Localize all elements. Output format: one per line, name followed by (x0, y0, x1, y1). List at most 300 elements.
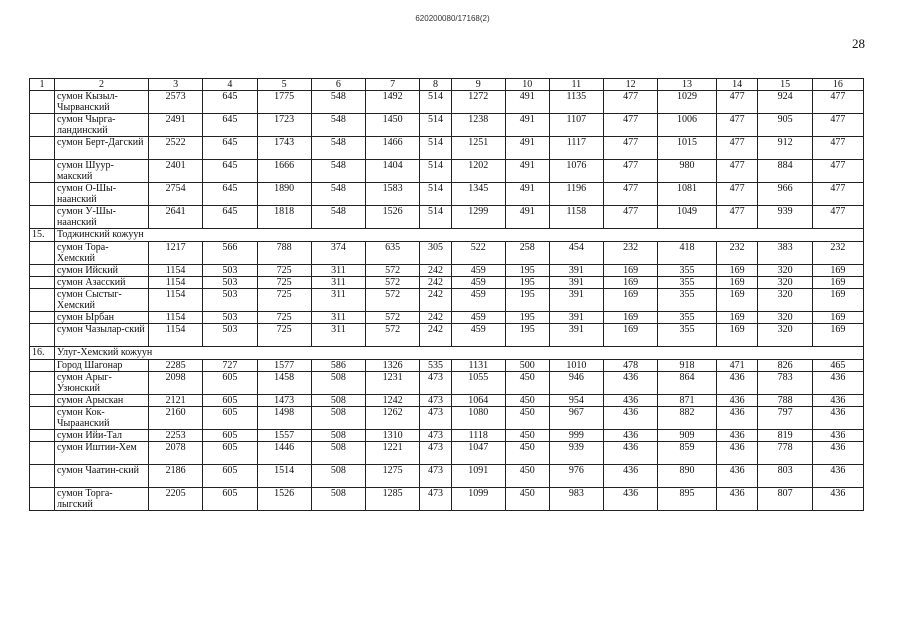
value-cell: 436 (812, 395, 863, 407)
value-cell: 355 (658, 324, 716, 347)
value-cell: 195 (505, 265, 549, 277)
value-cell: 1131 (451, 360, 505, 372)
value-cell: 508 (311, 430, 365, 442)
value-cell: 2121 (148, 395, 202, 407)
value-cell: 477 (716, 91, 758, 114)
value-cell: 645 (203, 91, 257, 114)
value-cell: 471 (716, 360, 758, 372)
value-cell: 477 (716, 206, 758, 229)
row-number (30, 265, 55, 277)
section-title: Тоджинский кожуун (55, 229, 864, 242)
value-cell: 169 (716, 265, 758, 277)
section-number: 15. (30, 229, 55, 242)
row-number (30, 324, 55, 347)
section-row (30, 347, 864, 360)
value-cell: 980 (658, 160, 716, 183)
value-cell: 1526 (257, 488, 311, 511)
value-cell: 169 (716, 324, 758, 347)
value-cell: 436 (603, 488, 657, 511)
value-cell: 320 (758, 312, 812, 324)
row-number (30, 360, 55, 372)
value-cell: 436 (812, 430, 863, 442)
value-cell: 465 (812, 360, 863, 372)
value-cell: 436 (716, 430, 758, 442)
value-cell: 645 (203, 114, 257, 137)
value-cell: 912 (758, 137, 812, 160)
table-row (30, 206, 864, 229)
value-cell: 477 (716, 137, 758, 160)
value-cell: 605 (203, 465, 257, 488)
value-cell: 1154 (148, 289, 202, 312)
row-number (30, 289, 55, 312)
value-cell: 645 (203, 137, 257, 160)
value-cell: 436 (812, 372, 863, 395)
value-cell: 1081 (658, 183, 716, 206)
value-cell: 169 (812, 277, 863, 289)
value-cell: 436 (603, 395, 657, 407)
row-number (30, 442, 55, 465)
value-cell: 508 (311, 395, 365, 407)
value-cell: 508 (311, 407, 365, 430)
value-cell: 514 (420, 114, 451, 137)
value-cell: 548 (311, 137, 365, 160)
value-cell: 508 (311, 465, 365, 488)
value-cell: 477 (812, 91, 863, 114)
value-cell: 946 (549, 372, 603, 395)
row-name: сумон Тора-Хемский (55, 242, 149, 265)
row-name: сумон Ийи-Тал (55, 430, 149, 442)
table-row (30, 360, 864, 372)
value-cell: 1583 (366, 183, 420, 206)
value-cell: 450 (505, 465, 549, 488)
value-cell: 195 (505, 277, 549, 289)
value-cell: 473 (420, 407, 451, 430)
value-cell: 725 (257, 324, 311, 347)
value-cell: 169 (812, 289, 863, 312)
table-row (30, 265, 864, 277)
value-cell: 418 (658, 242, 716, 265)
value-cell: 572 (366, 265, 420, 277)
value-cell: 355 (658, 289, 716, 312)
value-cell: 2078 (148, 442, 202, 465)
value-cell: 391 (549, 312, 603, 324)
value-cell: 491 (505, 137, 549, 160)
value-cell: 788 (257, 242, 311, 265)
row-name: сумон Азасский (55, 277, 149, 289)
value-cell: 311 (311, 277, 365, 289)
value-cell: 1154 (148, 324, 202, 347)
value-cell: 1010 (549, 360, 603, 372)
value-cell: 436 (603, 442, 657, 465)
row-name: сумон Арыг-Узюнский (55, 372, 149, 395)
value-cell: 477 (716, 183, 758, 206)
header-cell: 10 (505, 79, 549, 91)
value-cell: 242 (420, 312, 451, 324)
value-cell: 477 (812, 160, 863, 183)
header-cell: 1 (30, 79, 55, 91)
value-cell: 983 (549, 488, 603, 511)
row-name: сумон Кок-Чыраанский (55, 407, 149, 430)
value-cell: 473 (420, 395, 451, 407)
value-cell: 1310 (366, 430, 420, 442)
value-cell: 459 (451, 312, 505, 324)
value-cell: 807 (758, 488, 812, 511)
row-name: сумон Ырбан (55, 312, 149, 324)
value-cell: 450 (505, 430, 549, 442)
value-cell: 450 (505, 395, 549, 407)
value-cell: 450 (505, 407, 549, 430)
value-cell: 1326 (366, 360, 420, 372)
value-cell: 311 (311, 324, 365, 347)
value-cell: 355 (658, 265, 716, 277)
value-cell: 605 (203, 488, 257, 511)
header-cell: 6 (311, 79, 365, 91)
value-cell: 2098 (148, 372, 202, 395)
value-cell: 909 (658, 430, 716, 442)
value-cell: 473 (420, 372, 451, 395)
value-cell: 967 (549, 407, 603, 430)
header-cell: 3 (148, 79, 202, 91)
value-cell: 436 (812, 488, 863, 511)
value-cell: 169 (603, 289, 657, 312)
page-number: 28 (852, 36, 865, 51)
value-cell: 1158 (549, 206, 603, 229)
value-cell: 966 (758, 183, 812, 206)
value-cell: 311 (311, 289, 365, 312)
value-cell: 491 (505, 114, 549, 137)
value-cell: 1404 (366, 160, 420, 183)
row-number (30, 206, 55, 229)
row-name: Город Шагонар (55, 360, 149, 372)
value-cell: 478 (603, 360, 657, 372)
value-cell: 548 (311, 91, 365, 114)
table-row (30, 137, 864, 160)
value-cell: 477 (812, 183, 863, 206)
value-cell: 882 (658, 407, 716, 430)
value-cell: 635 (366, 242, 420, 265)
value-cell: 477 (812, 114, 863, 137)
value-cell: 514 (420, 137, 451, 160)
value-cell: 548 (311, 206, 365, 229)
table-row (30, 289, 864, 312)
value-cell: 1055 (451, 372, 505, 395)
value-cell: 2285 (148, 360, 202, 372)
row-number (30, 407, 55, 430)
header-cell: 15 (758, 79, 812, 91)
value-cell: 491 (505, 183, 549, 206)
value-cell: 450 (505, 488, 549, 511)
value-cell: 1049 (658, 206, 716, 229)
value-cell: 514 (420, 183, 451, 206)
value-cell: 605 (203, 372, 257, 395)
row-number (30, 395, 55, 407)
value-cell: 954 (549, 395, 603, 407)
value-cell: 999 (549, 430, 603, 442)
table-row (30, 114, 864, 137)
value-cell: 522 (451, 242, 505, 265)
value-cell: 645 (203, 183, 257, 206)
value-cell: 169 (603, 277, 657, 289)
value-cell: 1217 (148, 242, 202, 265)
header-cell: 4 (203, 79, 257, 91)
row-name: сумон Чаатин-ский (55, 465, 149, 488)
value-cell: 783 (758, 372, 812, 395)
value-cell: 1262 (366, 407, 420, 430)
value-cell: 1473 (257, 395, 311, 407)
value-cell: 436 (716, 442, 758, 465)
section-number: 16. (30, 347, 55, 360)
value-cell: 1251 (451, 137, 505, 160)
value-cell: 169 (716, 312, 758, 324)
value-cell: 2491 (148, 114, 202, 137)
value-cell: 535 (420, 360, 451, 372)
value-cell: 1076 (549, 160, 603, 183)
value-cell: 355 (658, 277, 716, 289)
data-table (29, 78, 864, 511)
row-number (30, 137, 55, 160)
value-cell: 605 (203, 442, 257, 465)
value-cell: 436 (716, 372, 758, 395)
row-name: сумон Чырга-ландинский (55, 114, 149, 137)
row-number (30, 488, 55, 511)
value-cell: 1029 (658, 91, 716, 114)
header-cell: 11 (549, 79, 603, 91)
value-cell: 572 (366, 289, 420, 312)
value-cell: 242 (420, 277, 451, 289)
value-cell: 871 (658, 395, 716, 407)
value-cell: 2641 (148, 206, 202, 229)
value-cell: 169 (603, 324, 657, 347)
value-cell: 477 (603, 160, 657, 183)
table-row (30, 488, 864, 511)
value-cell: 939 (758, 206, 812, 229)
value-cell: 242 (420, 324, 451, 347)
row-name: сумон Торга-лыгский (55, 488, 149, 511)
value-cell: 1272 (451, 91, 505, 114)
value-cell: 905 (758, 114, 812, 137)
value-cell: 864 (658, 372, 716, 395)
value-cell: 826 (758, 360, 812, 372)
value-cell: 477 (603, 91, 657, 114)
value-cell: 508 (311, 442, 365, 465)
value-cell: 320 (758, 277, 812, 289)
value-cell: 514 (420, 160, 451, 183)
value-cell: 1015 (658, 137, 716, 160)
value-cell: 195 (505, 312, 549, 324)
value-cell: 2522 (148, 137, 202, 160)
table-row (30, 183, 864, 206)
value-cell: 1666 (257, 160, 311, 183)
value-cell: 890 (658, 465, 716, 488)
value-cell: 1299 (451, 206, 505, 229)
row-number (30, 277, 55, 289)
row-name: сумон Шуур-макский (55, 160, 149, 183)
table-row (30, 91, 864, 114)
value-cell: 976 (549, 465, 603, 488)
value-cell: 605 (203, 430, 257, 442)
value-cell: 1492 (366, 91, 420, 114)
value-cell: 1723 (257, 114, 311, 137)
value-cell: 242 (420, 289, 451, 312)
value-cell: 503 (203, 277, 257, 289)
value-cell: 514 (420, 91, 451, 114)
table-row (30, 430, 864, 442)
header-cell: 9 (451, 79, 505, 91)
value-cell: 508 (311, 372, 365, 395)
row-number (30, 465, 55, 488)
value-cell: 454 (549, 242, 603, 265)
value-cell: 320 (758, 324, 812, 347)
value-cell: 477 (716, 160, 758, 183)
value-cell: 195 (505, 289, 549, 312)
value-cell: 572 (366, 324, 420, 347)
value-cell: 2401 (148, 160, 202, 183)
value-cell: 1818 (257, 206, 311, 229)
value-cell: 391 (549, 265, 603, 277)
header-cell: 5 (257, 79, 311, 91)
value-cell: 572 (366, 312, 420, 324)
value-cell: 169 (812, 312, 863, 324)
value-cell: 1285 (366, 488, 420, 511)
value-cell: 1196 (549, 183, 603, 206)
value-cell: 1202 (451, 160, 505, 183)
value-cell: 436 (603, 407, 657, 430)
value-cell: 1514 (257, 465, 311, 488)
value-cell: 1498 (257, 407, 311, 430)
value-cell: 459 (451, 289, 505, 312)
value-cell: 778 (758, 442, 812, 465)
table-row (30, 160, 864, 183)
value-cell: 242 (420, 265, 451, 277)
header-cell: 14 (716, 79, 758, 91)
value-cell: 232 (603, 242, 657, 265)
value-cell: 169 (716, 289, 758, 312)
value-cell: 473 (420, 442, 451, 465)
value-cell: 2205 (148, 488, 202, 511)
header-cell: 8 (420, 79, 451, 91)
document-number: 620200080/17168(2) (415, 14, 490, 23)
value-cell: 169 (603, 265, 657, 277)
value-cell: 1091 (451, 465, 505, 488)
table-row (30, 395, 864, 407)
value-cell: 788 (758, 395, 812, 407)
table-row (30, 372, 864, 395)
value-cell: 605 (203, 395, 257, 407)
value-cell: 1577 (257, 360, 311, 372)
row-name: сумон Кызыл-Чырванский (55, 91, 149, 114)
value-cell: 436 (716, 395, 758, 407)
value-cell: 305 (420, 242, 451, 265)
value-cell: 436 (812, 465, 863, 488)
header-row (30, 79, 864, 91)
value-cell: 391 (549, 324, 603, 347)
value-cell: 374 (311, 242, 365, 265)
value-cell: 436 (603, 430, 657, 442)
value-cell: 725 (257, 277, 311, 289)
table-row (30, 324, 864, 347)
value-cell: 436 (716, 465, 758, 488)
value-cell: 1107 (549, 114, 603, 137)
value-cell: 450 (505, 372, 549, 395)
value-cell: 477 (603, 137, 657, 160)
value-cell: 924 (758, 91, 812, 114)
value-cell: 500 (505, 360, 549, 372)
value-cell: 1154 (148, 277, 202, 289)
value-cell: 1117 (549, 137, 603, 160)
value-cell: 391 (549, 277, 603, 289)
value-cell: 1238 (451, 114, 505, 137)
value-cell: 1221 (366, 442, 420, 465)
table-row (30, 442, 864, 465)
table-row (30, 242, 864, 265)
value-cell: 2253 (148, 430, 202, 442)
value-cell: 939 (549, 442, 603, 465)
row-name: сумон Берт-Дагский (55, 137, 149, 160)
value-cell: 383 (758, 242, 812, 265)
value-cell: 232 (812, 242, 863, 265)
value-cell: 473 (420, 465, 451, 488)
row-name: сумон Ийский (55, 265, 149, 277)
value-cell: 566 (203, 242, 257, 265)
value-cell: 169 (716, 277, 758, 289)
value-cell: 1099 (451, 488, 505, 511)
value-cell: 258 (505, 242, 549, 265)
value-cell: 169 (812, 324, 863, 347)
value-cell: 508 (311, 488, 365, 511)
value-cell: 895 (658, 488, 716, 511)
value-cell: 391 (549, 289, 603, 312)
table-body (30, 79, 864, 511)
value-cell: 169 (603, 312, 657, 324)
value-cell: 459 (451, 265, 505, 277)
value-cell: 320 (758, 265, 812, 277)
value-cell: 1006 (658, 114, 716, 137)
row-number (30, 430, 55, 442)
table-row (30, 312, 864, 324)
value-cell: 473 (420, 488, 451, 511)
value-cell: 311 (311, 312, 365, 324)
value-cell: 1557 (257, 430, 311, 442)
row-number (30, 160, 55, 183)
value-cell: 491 (505, 160, 549, 183)
value-cell: 477 (603, 114, 657, 137)
value-cell: 450 (505, 442, 549, 465)
header-cell: 13 (658, 79, 716, 91)
value-cell: 725 (257, 312, 311, 324)
value-cell: 645 (203, 160, 257, 183)
header-cell: 2 (55, 79, 149, 91)
value-cell: 725 (257, 289, 311, 312)
value-cell: 1275 (366, 465, 420, 488)
value-cell: 1242 (366, 395, 420, 407)
value-cell: 2754 (148, 183, 202, 206)
value-cell: 477 (812, 206, 863, 229)
value-cell: 586 (311, 360, 365, 372)
table-row (30, 465, 864, 488)
value-cell: 803 (758, 465, 812, 488)
value-cell: 195 (505, 324, 549, 347)
row-number (30, 114, 55, 137)
value-cell: 1775 (257, 91, 311, 114)
value-cell: 859 (658, 442, 716, 465)
value-cell: 436 (812, 442, 863, 465)
value-cell: 436 (603, 372, 657, 395)
row-number (30, 312, 55, 324)
value-cell: 1526 (366, 206, 420, 229)
value-cell: 477 (716, 114, 758, 137)
value-cell: 459 (451, 277, 505, 289)
value-cell: 1446 (257, 442, 311, 465)
